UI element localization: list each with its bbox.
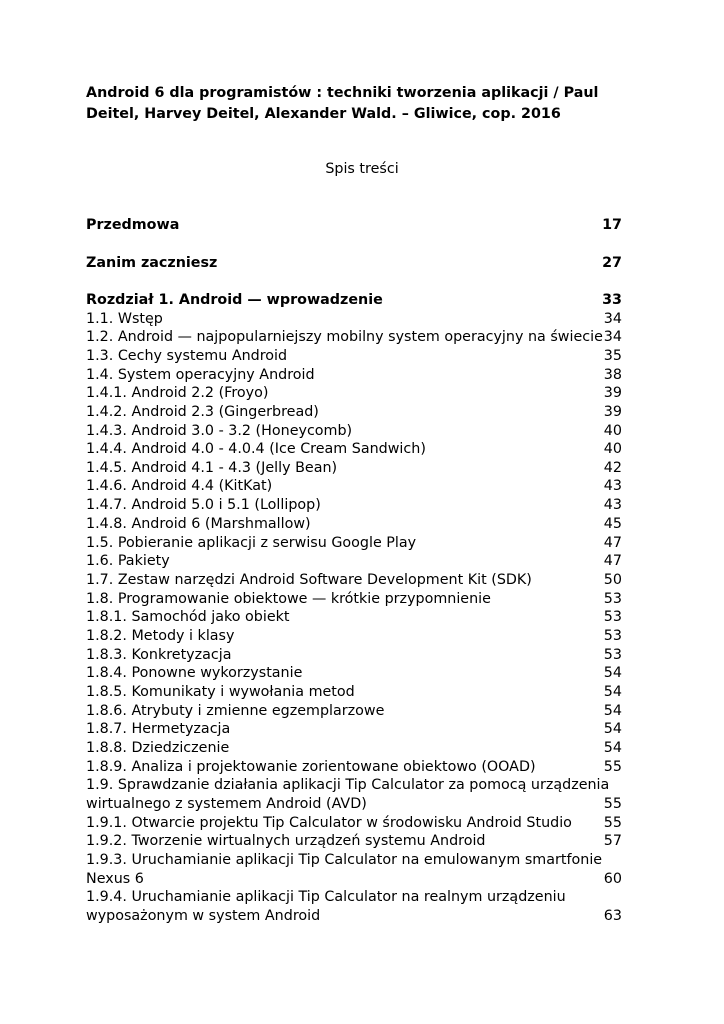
toc-entry: [86, 534, 622, 553]
toc-entry-title: 1.8.2. Metody i klasy: [86, 628, 235, 644]
toc-entry: [86, 608, 622, 627]
toc-entry-title: 1.4.5. Android 4.1 - 4.3 (Jelly Bean): [86, 460, 338, 476]
toc-entry-page: 55: [603, 759, 622, 775]
toc-entry-title: 1.8.8. Dziedziczenie: [86, 740, 230, 756]
toc-entry-title: Rozdział 1. Android — wprowadzenie: [86, 292, 383, 308]
toc-entry-title: 1.8.1. Samochód jako obiekt: [86, 609, 290, 625]
toc-entry-title: 1.4. System operacyjny Android: [86, 367, 315, 383]
toc-entry-title: 1.5. Pobieranie aplikacji z serwisu Google Play: [86, 535, 417, 551]
toc-entry: [86, 328, 622, 347]
toc-entry-title: 1.4.8. Android 6 (Marshmallow): [86, 516, 311, 532]
toc-entry: [86, 832, 622, 851]
toc-entry-page: 54: [603, 665, 622, 681]
toc-entry-page: 54: [603, 703, 622, 719]
toc-entry-title: 1.2. Android — najpopularniejszy mobilny system operacyjny na świecie: [86, 329, 603, 345]
toc-entry: [86, 627, 622, 646]
toc-entry-page: 17: [602, 217, 622, 233]
toc-entry-page: 53: [603, 647, 622, 663]
bibliographic-citation: Android 6 dla programistów : techniki tworzenia aplikacji / Paul Deitel, Harvey Deitel, Alexander Wald. – Gliwice, cop. 2016: [86, 85, 599, 122]
toc-entry-title: 1.3. Cechy systemu Android: [86, 348, 288, 364]
toc-entry-title: 1.9.2. Tworzenie wirtualnych urządzeń systemu Android: [86, 833, 486, 849]
toc-entry: [86, 552, 622, 571]
toc-entry-page: 53: [603, 609, 622, 625]
toc-entry: [86, 403, 622, 422]
toc-entry: [86, 888, 622, 907]
toc-entry-page: 40: [603, 423, 622, 439]
toc-entry-page: 27: [602, 255, 622, 271]
toc-entry-page: 45: [603, 516, 622, 532]
toc-entry-title: 1.4.7. Android 5.0 i 5.1 (Lollipop): [86, 497, 321, 513]
toc-entry-page: 33: [602, 292, 622, 308]
toc-chapter-entry: [86, 216, 622, 235]
toc-entry: [86, 646, 622, 665]
toc-entry-page: 63: [603, 908, 622, 924]
toc-entry: [86, 758, 622, 777]
toc-entry: [86, 739, 622, 758]
toc-entry: [86, 720, 622, 739]
toc-entry-page: 39: [603, 404, 622, 420]
toc-entry: [86, 422, 622, 441]
toc-entry: [86, 571, 622, 590]
toc-entry: [86, 440, 622, 459]
toc-entry-page: 54: [603, 721, 622, 737]
toc-entry-page: 40: [603, 441, 622, 457]
toc-entry-page: 34: [603, 329, 622, 345]
toc-entry-title: 1.4.1. Android 2.2 (Froyo): [86, 385, 269, 401]
toc-entry-title: 1.8.3. Konkretyzacja: [86, 647, 232, 663]
toc-entry: [86, 459, 622, 478]
toc-entry-title: 1.9.4. Uruchamianie aplikacji Tip Calculator na realnym urządzeniu: [86, 889, 566, 905]
toc-entry-title: 1.6. Pakiety: [86, 553, 170, 569]
toc-entry: [86, 384, 622, 403]
toc-title: Spis treści: [325, 161, 399, 177]
toc-entry-page: 35: [603, 348, 622, 364]
toc-entry-page: 60: [603, 871, 622, 887]
toc-entry: [86, 366, 622, 385]
toc-entry-page: 42: [603, 460, 622, 476]
toc-chapter-entry: [86, 291, 622, 310]
toc-entry-page: 43: [603, 497, 622, 513]
toc-entry-title: 1.8.7. Hermetyzacja: [86, 721, 231, 737]
toc-entry: [86, 683, 622, 702]
toc-entry-title: 1.4.4. Android 4.0 - 4.0.4 (Ice Cream Sandwich): [86, 441, 426, 457]
toc-entry-title: 1.9. Sprawdzanie działania aplikacji Tip Calculator za pomocą urządzenia: [86, 777, 610, 793]
toc-entry-title: wyposażonym w system Android: [86, 908, 321, 924]
toc-entry-page: 38: [603, 367, 622, 383]
toc-entry-title: 1.4.6. Android 4.4 (KitKat): [86, 478, 273, 494]
toc-entry-title: 1.8.9. Analiza i projektowanie zorientowane obiektowo (OOAD): [86, 759, 536, 775]
toc-entry-page: 55: [603, 815, 622, 831]
toc-entry-title: 1.8. Programowanie obiektowe — krótkie przypomnienie: [86, 591, 491, 607]
toc-entry: [86, 496, 622, 515]
toc-chapter-entry: [86, 254, 622, 273]
toc-entry-page: 55: [603, 796, 622, 812]
toc-entry: [86, 776, 622, 795]
toc-entry-page: 34: [603, 311, 622, 327]
toc-entry-title: 1.1. Wstęp: [86, 311, 163, 327]
toc-entry: [86, 310, 622, 329]
toc-entry-title: Nexus 6: [86, 871, 144, 887]
toc-entry-title: wirtualnego z systemem Android (AVD): [86, 796, 367, 812]
toc-entry-page: 57: [603, 833, 622, 849]
toc-entry-title: 1.4.2. Android 2.3 (Gingerbread): [86, 404, 319, 420]
toc-entry: [86, 664, 622, 683]
toc-entry: [86, 870, 622, 889]
toc-entry-title: 1.8.4. Ponowne wykorzystanie: [86, 665, 303, 681]
toc-entry-page: 43: [603, 478, 622, 494]
toc-entry-title: 1.7. Zestaw narzędzi Android Software Development Kit (SDK): [86, 572, 532, 588]
toc-entry-title: Przedmowa: [86, 217, 180, 233]
toc-entry-page: 54: [603, 684, 622, 700]
toc-entry-title: 1.8.6. Atrybuty i zmienne egzemplarzowe: [86, 703, 385, 719]
toc-entry-title: 1.9.3. Uruchamianie aplikacji Tip Calculator na emulowanym smartfonie: [86, 852, 603, 868]
toc-entry-page: 47: [603, 553, 622, 569]
toc-entry: [86, 814, 622, 833]
toc-entry-title: 1.9.1. Otwarcie projektu Tip Calculator w środowisku Android Studio: [86, 815, 572, 831]
toc-entry: [86, 590, 622, 609]
toc-entry: [86, 907, 622, 926]
toc-entry-page: 53: [603, 628, 622, 644]
toc-entry-title: 1.4.3. Android 3.0 - 3.2 (Honeycomb): [86, 423, 353, 439]
toc-entry: [86, 795, 622, 814]
toc-entry-page: 39: [603, 385, 622, 401]
toc-entry-page: 47: [603, 535, 622, 551]
toc-entry-title: 1.8.5. Komunikaty i wywołania metod: [86, 684, 355, 700]
toc-entry-title: Zanim zaczniesz: [86, 255, 218, 271]
toc-entry-page: 50: [603, 572, 622, 588]
toc-entry: [86, 702, 622, 721]
toc-entry: [86, 347, 622, 366]
toc-entry: [86, 851, 622, 870]
toc-entry-page: 53: [603, 591, 622, 607]
toc-entry: [86, 477, 622, 496]
toc-entry-page: 54: [603, 740, 622, 756]
toc-entry: [86, 515, 622, 534]
